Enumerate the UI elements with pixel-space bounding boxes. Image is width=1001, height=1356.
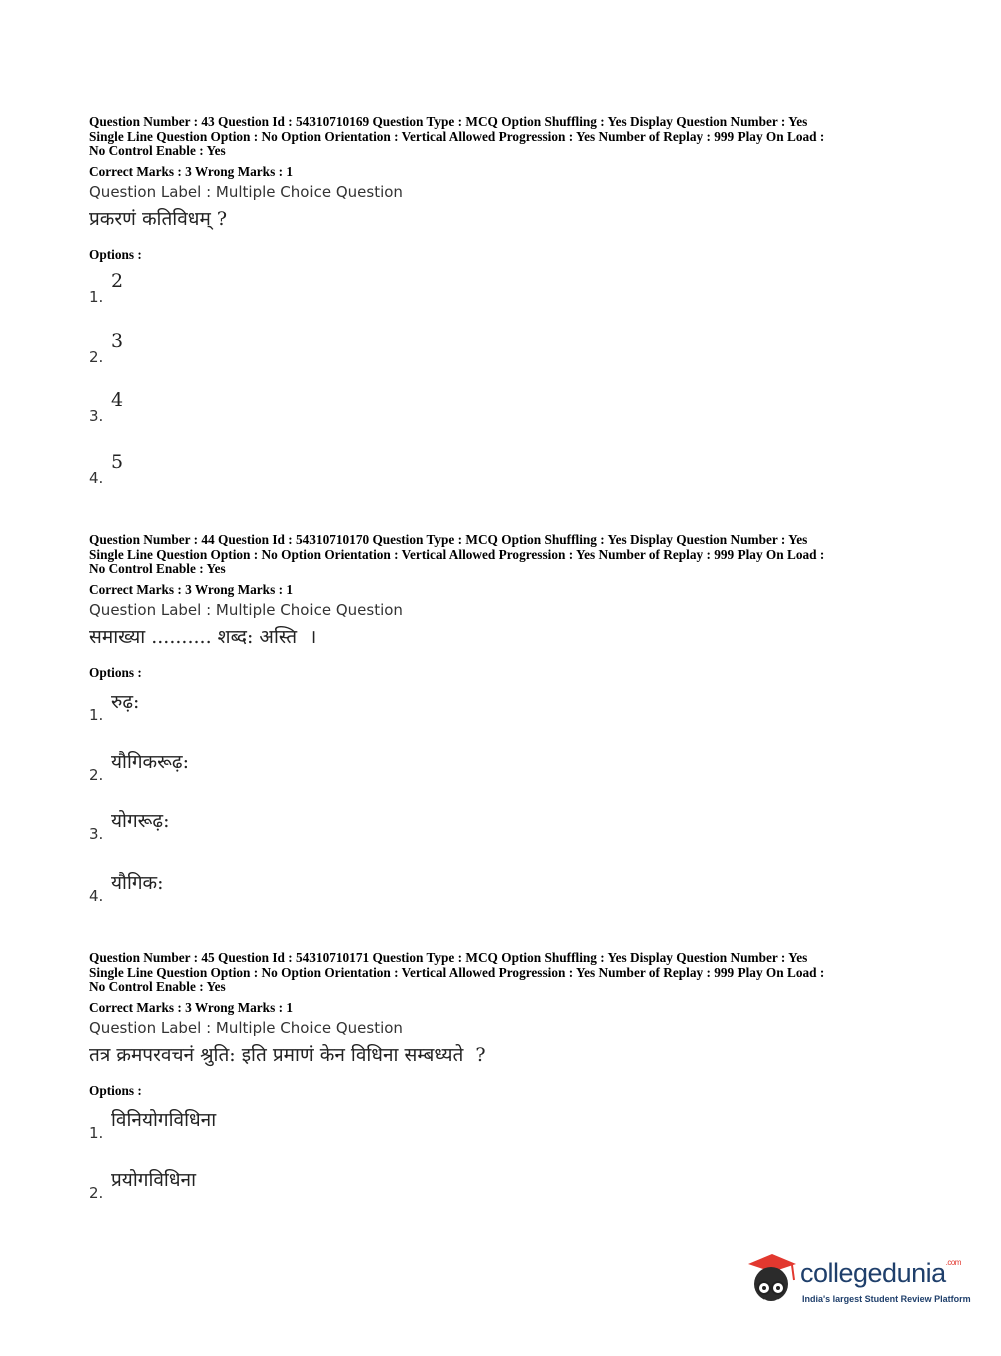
- option-number: 3.: [89, 406, 104, 425]
- option-item[interactable]: [89, 748, 489, 784]
- question-text: तत्र क्रमपरवचनं श्रुति: इति प्रमाणं केन विधिना सम्बध्यते ?: [89, 1043, 486, 1066]
- option-number: 2.: [89, 347, 104, 366]
- option-number: 3.: [89, 824, 104, 843]
- option-item[interactable]: [89, 807, 489, 843]
- option-item[interactable]: [89, 270, 489, 306]
- question-marks: Correct Marks : 3 Wrong Marks : 1: [89, 581, 293, 597]
- option-value: यौगिकरूढ़:: [111, 750, 190, 773]
- option-item[interactable]: [89, 389, 489, 425]
- option-number: 2.: [89, 1183, 104, 1202]
- question-text: समाख्या .......... शब्द: अस्ति ।: [89, 625, 317, 648]
- question-44: [89, 533, 919, 920]
- question-label: Question Label : Multiple Choice Question: [89, 182, 403, 201]
- question-label: Question Label : Multiple Choice Question: [89, 600, 403, 619]
- options-list: [89, 680, 919, 920]
- option-item[interactable]: [89, 688, 489, 724]
- option-number: 1.: [89, 287, 104, 306]
- options-heading: Options :: [89, 246, 142, 262]
- question-45: [89, 951, 919, 1208]
- mascot-icon: [742, 1250, 798, 1310]
- collegedunia-logo: [742, 1250, 972, 1310]
- option-value: 5: [111, 450, 124, 473]
- option-number: 1.: [89, 705, 104, 724]
- question-marks: Correct Marks : 3 Wrong Marks : 1: [89, 163, 293, 179]
- option-number: 4.: [89, 886, 104, 905]
- option-item[interactable]: [89, 1106, 489, 1142]
- option-item[interactable]: [89, 1166, 489, 1202]
- option-value: विनियोगविधिना: [111, 1108, 217, 1131]
- option-value: रुढ़:: [111, 690, 140, 713]
- question-label: Question Label : Multiple Choice Question: [89, 1018, 403, 1037]
- option-value: योगरूढ़:: [111, 809, 170, 832]
- option-number: 1.: [89, 1123, 104, 1142]
- option-value: 3: [111, 329, 124, 352]
- logo-wordmark: collegedunia$^{.com}$: [800, 1258, 961, 1288]
- option-number: 4.: [89, 468, 104, 487]
- question-meta: Question Number : 45 Question Id : 54310710171 Question Type : MCQ Option Shuffling : Yes Display Question Number : Yes Single Line Question Option : No Option Orientation : Vertical Allowed Progression : Yes Number of Replay : 999 Play On Load : No Control Enable : Yes: [89, 950, 825, 994]
- option-value: 2: [111, 269, 124, 292]
- options-list: [89, 1098, 919, 1208]
- option-item[interactable]: [89, 451, 489, 487]
- option-value: यौगिक:: [111, 871, 164, 894]
- question-marks: Correct Marks : 3 Wrong Marks : 1: [89, 999, 293, 1015]
- logo-tagline: India's largest Student Review Platform: [802, 1294, 971, 1304]
- question-43: [89, 115, 919, 502]
- option-item[interactable]: [89, 330, 489, 366]
- options-heading: Options :: [89, 664, 142, 680]
- option-number: 2.: [89, 765, 104, 784]
- question-meta: Question Number : 44 Question Id : 54310710170 Question Type : MCQ Option Shuffling : Yes Display Question Number : Yes Single Line Question Option : No Option Orientation : Vertical Allowed Progression : Yes Number of Replay : 999 Play On Load : No Control Enable : Yes: [89, 532, 825, 576]
- question-meta: Question Number : 43 Question Id : 54310710169 Question Type : MCQ Option Shuffling : Yes Display Question Number : Yes Single Line Question Option : No Option Orientation : Vertical Allowed Progression : Yes Number of Replay : 999 Play On Load : No Control Enable : Yes: [89, 114, 825, 158]
- options-list: [89, 262, 919, 502]
- option-value: प्रयोगविधिना: [111, 1168, 197, 1191]
- option-item[interactable]: [89, 869, 489, 905]
- options-heading: Options :: [89, 1082, 142, 1098]
- question-text: प्रकरणं कतिविधम् ?: [89, 207, 228, 230]
- option-value: 4: [111, 388, 124, 411]
